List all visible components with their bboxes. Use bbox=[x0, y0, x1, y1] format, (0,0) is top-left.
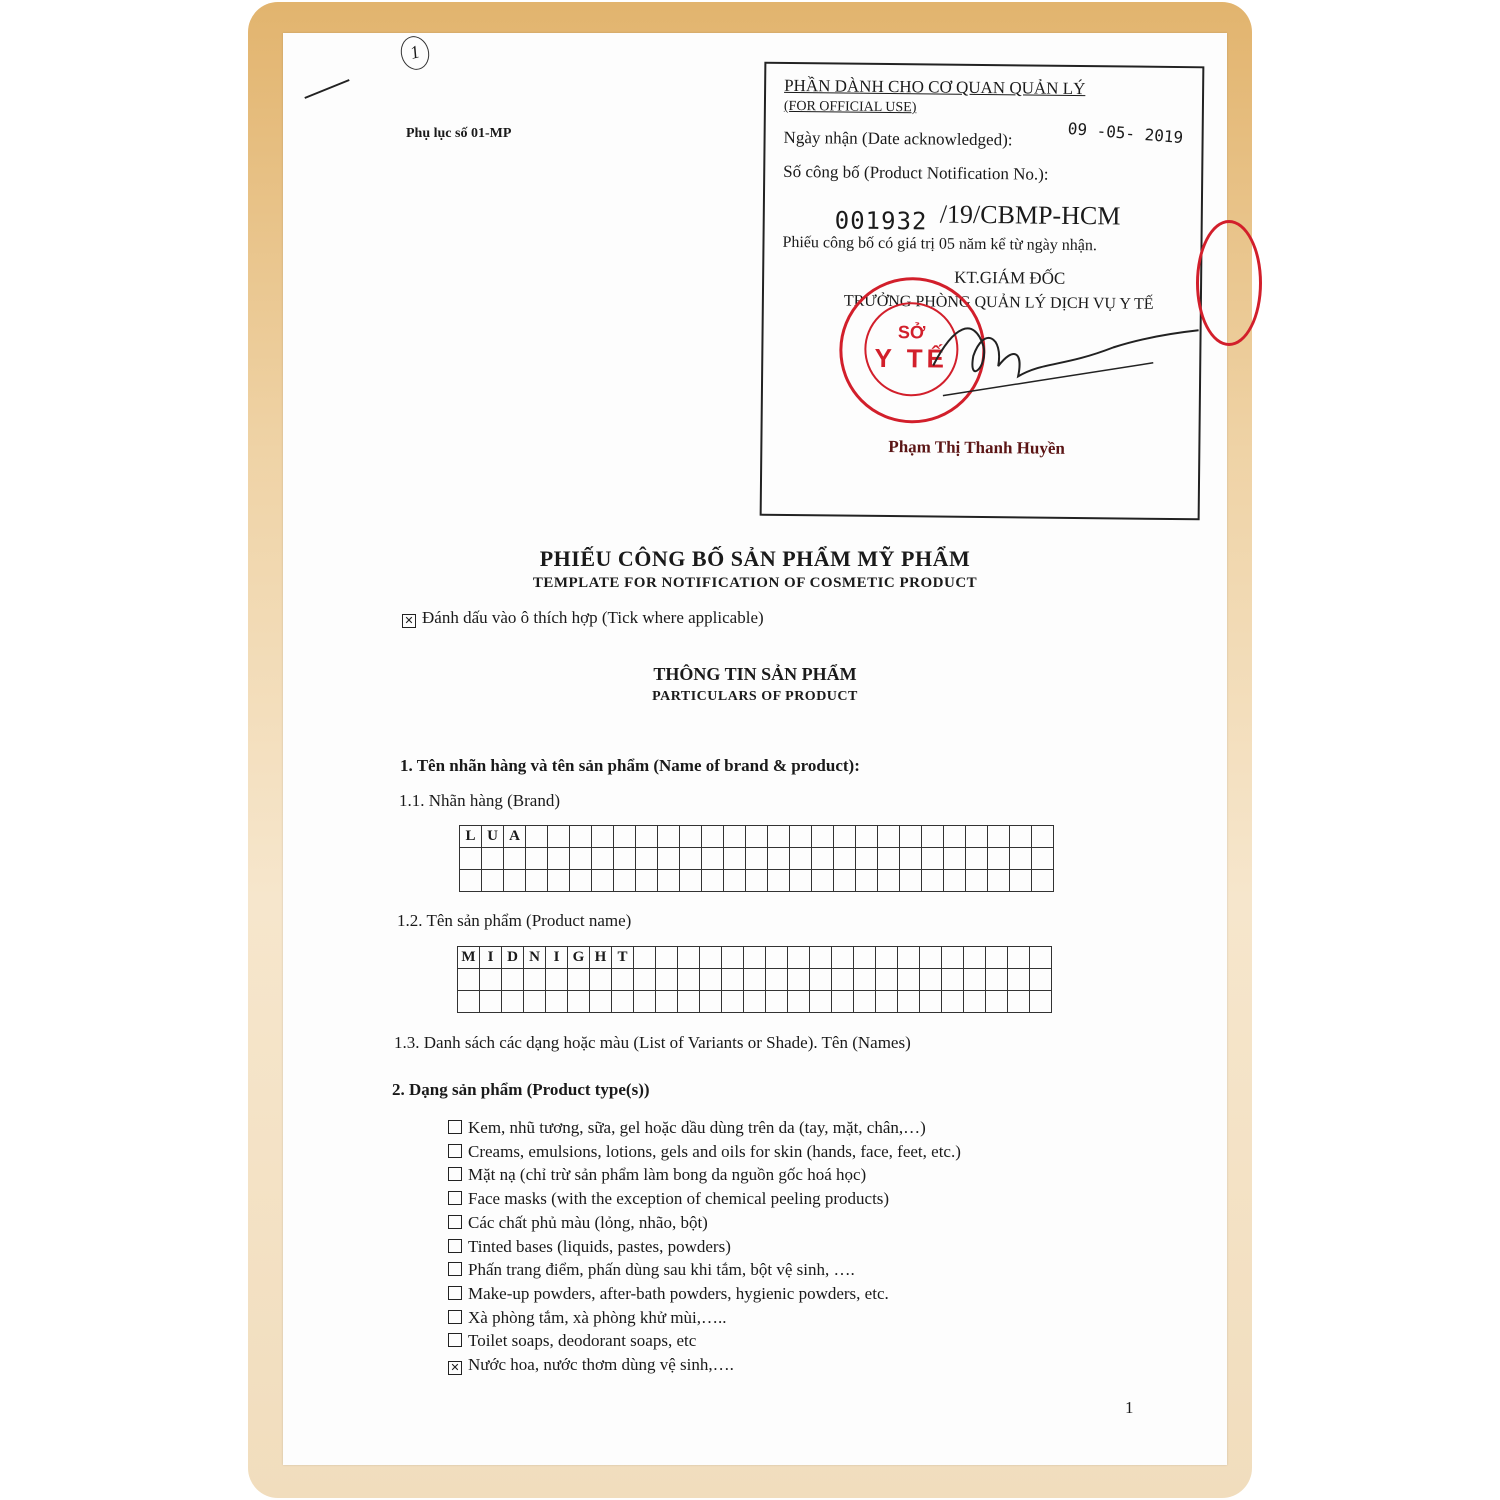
char-cell bbox=[480, 969, 502, 991]
char-cell bbox=[900, 826, 922, 848]
char-cell bbox=[590, 969, 612, 991]
char-cell bbox=[724, 870, 746, 892]
char-cell bbox=[1008, 991, 1030, 1013]
char-cell bbox=[526, 826, 548, 848]
char-cell bbox=[854, 991, 876, 1013]
product-type-item bbox=[448, 1235, 961, 1259]
char-cell bbox=[634, 991, 656, 1013]
char-cell bbox=[614, 870, 636, 892]
product-type-item bbox=[448, 1282, 961, 1306]
char-cell bbox=[922, 848, 944, 870]
char-cell: D bbox=[502, 947, 524, 969]
char-cell bbox=[570, 826, 592, 848]
number-label: Số công bố (Product Notification No.): bbox=[783, 161, 1049, 184]
char-cell bbox=[898, 991, 920, 1013]
tick-note-text: Đánh dấu vào ô thích hợp (Tick where applicable) bbox=[422, 608, 764, 627]
appendix-label: Phụ lục số 01-MP bbox=[406, 126, 512, 141]
char-cell bbox=[878, 870, 900, 892]
char-cell bbox=[458, 991, 480, 1013]
char-cell: G bbox=[568, 947, 590, 969]
product-type-item bbox=[448, 1116, 961, 1140]
char-cell bbox=[744, 991, 766, 1013]
char-cell: I bbox=[480, 947, 502, 969]
char-cell: N bbox=[524, 947, 546, 969]
brand-label: 1.1. Nhãn hàng (Brand) bbox=[399, 791, 560, 810]
char-cell bbox=[502, 969, 524, 991]
char-cell bbox=[942, 969, 964, 991]
char-cell bbox=[570, 848, 592, 870]
checked-box-icon: ✕ bbox=[402, 614, 416, 628]
char-cell bbox=[636, 826, 658, 848]
char-cell bbox=[986, 947, 1008, 969]
stamp-bottom-text: Y TẾ bbox=[874, 342, 949, 374]
empty-checkbox-icon bbox=[448, 1215, 462, 1229]
char-cell bbox=[876, 947, 898, 969]
char-cell bbox=[1030, 947, 1052, 969]
char-cell bbox=[790, 870, 812, 892]
product-type-item bbox=[448, 1258, 961, 1282]
char-cell bbox=[636, 870, 658, 892]
empty-checkbox-icon bbox=[448, 1333, 462, 1347]
char-cell bbox=[700, 991, 722, 1013]
product-type-item bbox=[448, 1163, 961, 1187]
char-cell bbox=[834, 826, 856, 848]
char-cell bbox=[832, 969, 854, 991]
product-type-list bbox=[448, 1116, 961, 1377]
char-cell bbox=[766, 969, 788, 991]
empty-checkbox-icon bbox=[448, 1167, 462, 1181]
char-cell bbox=[634, 969, 656, 991]
char-cell bbox=[570, 870, 592, 892]
product-type-label: Make-up powders, after-bath powders, hygienic powders, etc. bbox=[468, 1283, 889, 1303]
char-cell bbox=[656, 947, 678, 969]
char-cell bbox=[1032, 826, 1054, 848]
char-cell bbox=[700, 947, 722, 969]
char-cell bbox=[920, 991, 942, 1013]
signer-name: Phạm Thị Thanh Huyền bbox=[888, 437, 1066, 458]
char-cell bbox=[702, 826, 724, 848]
char-cell bbox=[700, 969, 722, 991]
char-cell bbox=[810, 947, 832, 969]
char-cell bbox=[678, 991, 700, 1013]
char-cell bbox=[788, 947, 810, 969]
section-2-heading: 2. Dạng sản phẩm (Product type(s)) bbox=[392, 1080, 650, 1099]
product-type-label: Tinted bases (liquids, pastes, powders) bbox=[468, 1236, 731, 1256]
char-cell bbox=[1032, 848, 1054, 870]
role-line-1: KT.GIÁM ĐỐC bbox=[954, 267, 1066, 288]
char-cell bbox=[812, 826, 834, 848]
char-cell bbox=[656, 969, 678, 991]
char-cell bbox=[900, 848, 922, 870]
char-cell bbox=[942, 947, 964, 969]
product-type-label: Mặt nạ (chỉ trừ sản phẩm làm bong da nguồn gốc hoá học) bbox=[468, 1165, 867, 1185]
char-cell bbox=[988, 826, 1010, 848]
char-cell bbox=[524, 969, 546, 991]
empty-checkbox-icon bbox=[448, 1262, 462, 1276]
char-cell bbox=[568, 969, 590, 991]
char-cell bbox=[504, 870, 526, 892]
char-cell bbox=[680, 870, 702, 892]
char-cell bbox=[590, 991, 612, 1013]
char-cell bbox=[658, 848, 680, 870]
char-cell bbox=[944, 870, 966, 892]
char-cell bbox=[678, 947, 700, 969]
signature bbox=[913, 305, 1204, 428]
char-cell bbox=[1030, 991, 1052, 1013]
char-cell bbox=[1008, 947, 1030, 969]
char-cell bbox=[504, 848, 526, 870]
char-cell bbox=[966, 826, 988, 848]
char-cell bbox=[502, 991, 524, 1013]
char-cell: M bbox=[458, 947, 480, 969]
date-value: 09 -05- 2019 bbox=[1067, 118, 1184, 148]
char-cell bbox=[920, 969, 942, 991]
empty-checkbox-icon bbox=[448, 1120, 462, 1134]
char-cell bbox=[636, 848, 658, 870]
role-line-2: TRƯỞNG PHÒNG QUẢN LÝ DỊCH VỤ Y TẾ bbox=[843, 292, 1154, 313]
char-cell bbox=[878, 826, 900, 848]
char-cell bbox=[966, 870, 988, 892]
product-name-grid bbox=[457, 946, 1052, 1013]
product-type-item bbox=[448, 1306, 961, 1330]
empty-checkbox-icon bbox=[448, 1239, 462, 1253]
char-cell bbox=[944, 826, 966, 848]
char-cell bbox=[592, 826, 614, 848]
char-cell bbox=[524, 991, 546, 1013]
char-cell bbox=[1010, 826, 1032, 848]
char-cell bbox=[702, 848, 724, 870]
char-cell bbox=[964, 969, 986, 991]
empty-checkbox-icon bbox=[448, 1286, 462, 1300]
char-cell bbox=[876, 969, 898, 991]
char-cell bbox=[1010, 870, 1032, 892]
char-cell: A bbox=[504, 826, 526, 848]
char-cell bbox=[722, 991, 744, 1013]
char-cell bbox=[1010, 848, 1032, 870]
char-cell bbox=[766, 991, 788, 1013]
char-cell bbox=[592, 870, 614, 892]
char-cell bbox=[612, 991, 634, 1013]
char-cell bbox=[482, 870, 504, 892]
form-title: PHIẾU CÔNG BỐ SẢN PHẨM MỸ PHẨM bbox=[539, 546, 971, 571]
char-cell bbox=[790, 826, 812, 848]
product-name-label: 1.2. Tên sản phẩm (Product name) bbox=[397, 911, 632, 930]
char-cell bbox=[812, 870, 834, 892]
char-cell bbox=[810, 969, 832, 991]
char-cell bbox=[922, 870, 944, 892]
stamp-top-text: SỞ bbox=[897, 322, 926, 343]
char-cell bbox=[546, 991, 568, 1013]
char-cell bbox=[834, 870, 856, 892]
char-cell bbox=[548, 870, 570, 892]
empty-checkbox-icon bbox=[448, 1144, 462, 1158]
char-cell bbox=[856, 870, 878, 892]
char-cell bbox=[966, 848, 988, 870]
checked-box-icon: ✕ bbox=[448, 1361, 462, 1375]
char-cell bbox=[460, 848, 482, 870]
char-cell bbox=[1032, 870, 1054, 892]
char-cell bbox=[656, 991, 678, 1013]
char-cell bbox=[788, 991, 810, 1013]
char-cell: U bbox=[482, 826, 504, 848]
char-cell: H bbox=[590, 947, 612, 969]
char-cell bbox=[988, 848, 1010, 870]
char-cell bbox=[746, 826, 768, 848]
validity-note: Phiếu công bố có giá trị 05 năm kể từ ngày nhận. bbox=[782, 233, 1097, 255]
char-cell bbox=[658, 826, 680, 848]
product-type-label: Các chất phủ màu (lỏng, nhão, bột) bbox=[468, 1212, 708, 1232]
char-cell bbox=[854, 969, 876, 991]
char-cell: L bbox=[460, 826, 482, 848]
char-cell: T bbox=[612, 947, 634, 969]
product-type-label: Phấn trang điểm, phấn dùng sau khi tắm, bột vệ sinh, …. bbox=[468, 1260, 855, 1280]
char-cell bbox=[876, 991, 898, 1013]
char-cell bbox=[766, 947, 788, 969]
char-cell bbox=[878, 848, 900, 870]
char-cell bbox=[856, 826, 878, 848]
char-cell bbox=[790, 848, 812, 870]
page-number: 1 bbox=[1125, 1398, 1134, 1417]
char-cell bbox=[812, 848, 834, 870]
product-type-label: Nước hoa, nước thơm dùng vệ sinh,…. bbox=[468, 1355, 734, 1375]
char-cell bbox=[832, 947, 854, 969]
product-type-item bbox=[448, 1211, 961, 1235]
product-type-item bbox=[448, 1140, 961, 1164]
char-cell bbox=[944, 848, 966, 870]
char-cell bbox=[722, 969, 744, 991]
product-type-label: Kem, nhũ tương, sữa, gel hoặc dầu dùng trên da (tay, mặt, chân,…) bbox=[468, 1118, 926, 1137]
section-1-heading: 1. Tên nhãn hàng và tên sản phẩm (Name of brand & product): bbox=[400, 756, 860, 775]
char-cell bbox=[744, 947, 766, 969]
char-cell bbox=[722, 947, 744, 969]
char-cell bbox=[964, 947, 986, 969]
char-cell bbox=[988, 870, 1010, 892]
char-cell bbox=[458, 969, 480, 991]
official-subtitle: (FOR OFFICIAL USE) bbox=[783, 98, 917, 116]
char-cell bbox=[724, 848, 746, 870]
char-cell bbox=[834, 848, 856, 870]
product-type-label: Toilet soaps, deodorant soaps, etc bbox=[468, 1331, 697, 1351]
char-cell bbox=[658, 870, 680, 892]
char-cell bbox=[526, 870, 548, 892]
char-cell bbox=[922, 826, 944, 848]
product-type-item bbox=[448, 1329, 961, 1353]
product-type-label: Creams, emulsions, lotions, gels and oils for skin (hands, face, feet, etc.) bbox=[468, 1141, 961, 1161]
char-cell bbox=[482, 848, 504, 870]
official-use-box bbox=[760, 62, 1205, 521]
char-cell bbox=[1030, 969, 1052, 991]
product-type-label: Face masks (with the exception of chemical peeling products) bbox=[468, 1189, 890, 1209]
char-cell bbox=[746, 870, 768, 892]
char-cell bbox=[986, 969, 1008, 991]
char-cell bbox=[768, 848, 790, 870]
product-type-item bbox=[448, 1353, 961, 1377]
char-cell bbox=[856, 848, 878, 870]
particulars-title-en: PARTICULARS OF PRODUCT bbox=[652, 689, 858, 704]
product-type-item bbox=[448, 1187, 961, 1211]
product-type-label: Xà phòng tắm, xà phòng khử mùi,….. bbox=[468, 1307, 727, 1327]
empty-checkbox-icon bbox=[448, 1191, 462, 1205]
char-cell bbox=[810, 991, 832, 1013]
char-cell bbox=[548, 848, 570, 870]
page-mark: 1 bbox=[397, 33, 433, 73]
char-cell bbox=[592, 848, 614, 870]
date-label: Ngày nhận (Date acknowledged): bbox=[783, 127, 1013, 150]
particulars-title: THÔNG TIN SẢN PHẨM bbox=[653, 664, 857, 684]
char-cell bbox=[1008, 969, 1030, 991]
char-cell bbox=[768, 826, 790, 848]
empty-checkbox-icon bbox=[448, 1310, 462, 1324]
char-cell bbox=[614, 826, 636, 848]
char-cell bbox=[898, 947, 920, 969]
char-cell bbox=[942, 991, 964, 1013]
char-cell bbox=[614, 848, 636, 870]
char-cell bbox=[480, 991, 502, 1013]
char-cell bbox=[724, 826, 746, 848]
char-cell bbox=[612, 969, 634, 991]
variants-label: 1.3. Danh sách các dạng hoặc màu (List of Variants or Shade). Tên (Names) bbox=[394, 1033, 911, 1052]
char-cell bbox=[568, 991, 590, 1013]
tick-note bbox=[402, 608, 764, 628]
char-cell bbox=[900, 870, 922, 892]
char-cell bbox=[768, 870, 790, 892]
char-cell bbox=[964, 991, 986, 1013]
char-cell bbox=[832, 991, 854, 1013]
char-cell bbox=[460, 870, 482, 892]
char-cell bbox=[788, 969, 810, 991]
char-cell bbox=[986, 991, 1008, 1013]
char-cell bbox=[634, 947, 656, 969]
char-cell bbox=[680, 826, 702, 848]
char-cell: I bbox=[546, 947, 568, 969]
char-cell bbox=[548, 826, 570, 848]
char-cell bbox=[680, 848, 702, 870]
brand-grid bbox=[459, 825, 1054, 892]
char-cell bbox=[920, 947, 942, 969]
side-stamp bbox=[1196, 220, 1262, 346]
char-cell bbox=[702, 870, 724, 892]
char-cell bbox=[898, 969, 920, 991]
official-title: PHẦN DÀNH CHO CƠ QUAN QUẢN LÝ bbox=[784, 75, 1086, 99]
number-suffix: /19/CBMP-HCM bbox=[939, 199, 1121, 231]
char-cell bbox=[746, 848, 768, 870]
char-cell bbox=[526, 848, 548, 870]
char-cell bbox=[546, 969, 568, 991]
char-cell bbox=[854, 947, 876, 969]
char-cell bbox=[678, 969, 700, 991]
form-title-en: TEMPLATE FOR NOTIFICATION OF COSMETIC PRODUCT bbox=[532, 575, 978, 591]
number-handwritten: 001932 bbox=[834, 206, 928, 236]
char-cell bbox=[744, 969, 766, 991]
